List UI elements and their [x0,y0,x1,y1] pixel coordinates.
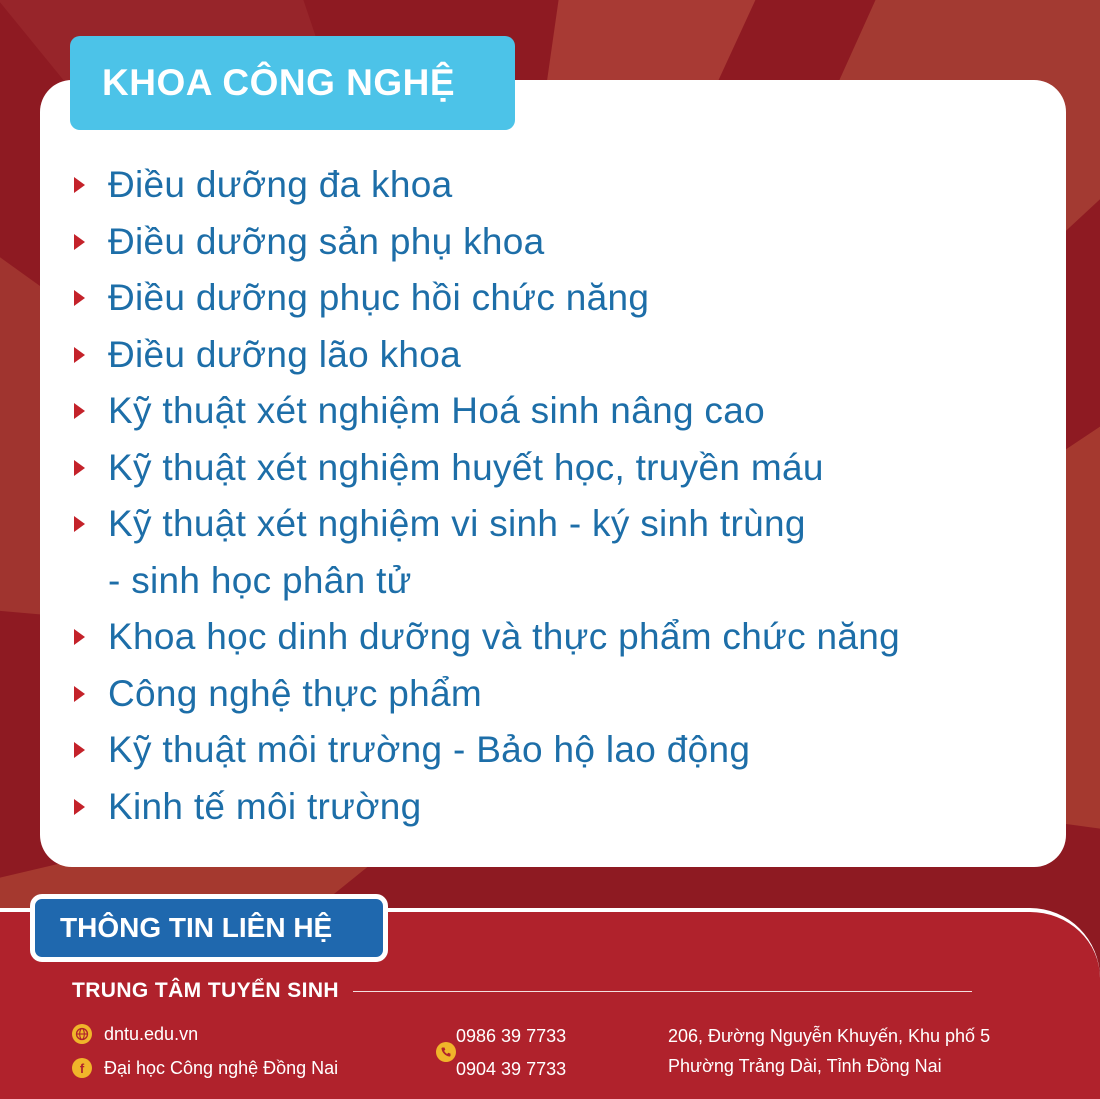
program-item [70,157,1060,214]
triangle-right-icon [74,629,85,645]
facebook-link[interactable]: Đại học Công nghệ Đồng Nai [104,1058,339,1078]
program-label: - sinh học phân tử [108,559,412,601]
program-item [70,722,1060,779]
program-label: Điều dưỡng đa khoa [108,164,453,205]
triangle-right-icon [74,290,85,306]
program-list [70,157,1060,835]
facebook-icon: f [72,1058,92,1078]
program-label: Khoa học dinh dưỡng và thực phẩm chức năng [108,616,901,657]
program-label: Kinh tế môi trường [108,785,422,827]
triangle-right-icon [74,177,85,193]
program-item [70,214,1060,271]
program-label: Kỹ thuật xét nghiệm vi sinh - ký sinh trùng [108,503,806,544]
program-item [70,383,1060,440]
triangle-right-icon [74,347,85,363]
program-label: Kỹ thuật xét nghiệm Hoá sinh nâng cao [108,390,765,431]
program-item [70,779,1060,836]
admissions-center-row [72,976,972,1006]
triangle-right-icon [74,799,85,815]
faculty-title: KHOA CÔNG NGHỆ [70,36,515,130]
program-item-continuation [70,553,1060,610]
phone-number[interactable]: 0986 39 7733 [456,1026,567,1046]
program-item [70,609,1060,666]
triangle-right-icon [74,686,85,702]
globe-icon [72,1024,92,1044]
program-item [70,496,1060,553]
triangle-right-icon [74,234,85,250]
program-label: Điều dưỡng lão khoa [108,333,462,375]
phone-number[interactable]: 0904 39 7733 [456,1059,567,1079]
program-item [70,440,1060,497]
triangle-right-icon [74,460,85,476]
program-label: Điều dưỡng sản phụ khoa [108,220,545,262]
program-item [70,270,1060,327]
divider [353,991,972,992]
triangle-right-icon [74,403,85,419]
triangle-right-icon [74,742,85,758]
website-link[interactable]: dntu.edu.vn [104,1024,199,1044]
program-label: Điều dưỡng phục hồi chức năng [108,277,650,318]
program-item [70,666,1060,723]
admissions-center-name: TRUNG TÂM TUYỂN SINH [72,979,339,1002]
triangle-right-icon [74,516,85,532]
phone-icon [436,1042,456,1062]
program-label: Kỹ thuật xét nghiệm huyết học, truyền máu [108,446,824,488]
program-label: Công nghệ thực phẩm [108,672,482,714]
contact-heading: THÔNG TIN LIÊN HỆ [30,894,388,962]
address-line-2: Phường Trảng Dài, Tỉnh Đồng Nai [668,1056,942,1076]
address-line-1: 206, Đường Nguyễn Khuyến, Khu phố 5 [668,1026,991,1046]
program-item [70,327,1060,384]
program-label: Kỹ thuật môi trường - Bảo hộ lao động [108,729,751,770]
